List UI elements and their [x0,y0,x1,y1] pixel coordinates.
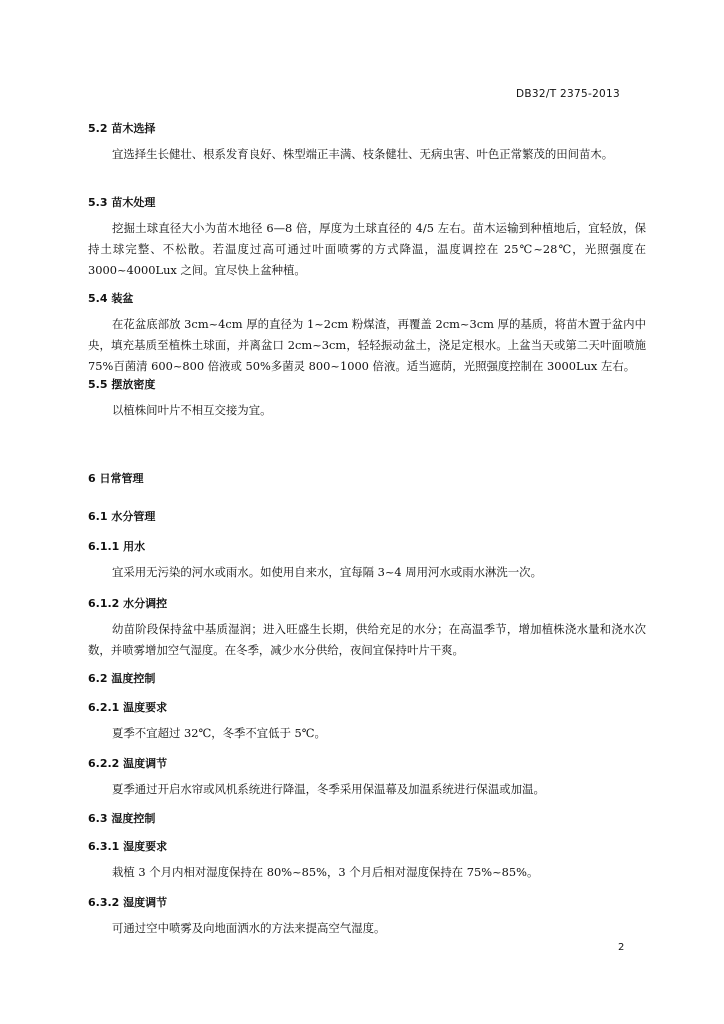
heading-5-4: 5.4 装盆 [88,292,134,305]
heading-6-2-2: 6.2.2 温度调节 [88,757,168,770]
heading-5-5: 5.5 摆放密度 [88,378,156,391]
page-number: 2 [618,942,625,953]
para-6-1-1: 宜采用无污染的河水或雨水。如使用自来水，宜每隔 3~4 周用河水或雨水淋洗一次。 [112,565,542,579]
heading-6-1-2: 6.1.2 水分调控 [88,597,168,610]
para-6-2-1: 夏季不宜超过 32℃，冬季不宜低于 5℃。 [112,726,326,740]
heading-6-3-1: 6.3.1 湿度要求 [88,840,168,853]
heading-6-2: 6.2 温度控制 [88,672,156,685]
heading-6-3: 6.3 湿度控制 [88,812,156,825]
standard-code: DB32/T 2375-2013 [516,88,620,100]
para-6-3-1: 栽植 3 个月内相对湿度保持在 80%~85%，3 个月后相对湿度保持在 75%~85%。 [112,865,539,879]
para-5-5: 以植株间叶片不相互交接为宜。 [112,403,272,417]
para-6-2-2: 夏季通过开启水帘或风机系统进行降温，冬季采用保温幕及加温系统进行保温或加温。 [112,782,545,796]
heading-6-1-1: 6.1.1 用水 [88,540,146,553]
heading-5-3: 5.3 苗木处理 [88,196,156,209]
para-5-4: 在花盆底部放 3cm~4cm 厚的直径为 1~2cm 粉煤渣，再覆盖 2cm~3cm 厚的基质，将苗木置于盆内中央，填充基质至植株土球面，并离盆口 2cm~3cm，轻轻振动盆土，浇足定根水。上盆当天或第二天叶面喷施 75%百菌清 600~800 倍液或 50%多菌灵 800~1000 倍液。适当遮荫，光照强度控制在 3000Lux 左右。 [88,317,646,373]
para-5-2: 宜选择生长健壮、根系发育良好、株型端正丰满、枝条健壮、无病虫害、叶色正常繁茂的田间苗木。 [112,147,614,161]
para-6-3-2: 可通过空中喷雾及向地面洒水的方法来提高空气湿度。 [112,921,386,935]
heading-6-3-2: 6.3.2 湿度调节 [88,896,168,909]
heading-5-2: 5.2 苗木选择 [88,122,156,135]
heading-6-2-1: 6.2.1 温度要求 [88,701,168,714]
para-5-3: 挖掘土球直径大小为苗木地径 6—8 倍，厚度为土球直径的 4/5 左右。苗木运输到种植地后，宜轻放，保持土球完整、不松散。若温度过高可通过叶面喷雾的方式降温，温度调控在 25℃~28℃，光照强度在 3000~4000Lux 之间。宜尽快上盆种植。 [88,221,646,277]
heading-6: 6 日常管理 [88,472,144,485]
heading-6-1: 6.1 水分管理 [88,510,156,523]
para-6-1-2: 幼苗阶段保持盆中基质湿润；进入旺盛生长期，供给充足的水分；在高温季节，增加植株浇水量和浇水次数，并喷雾增加空气湿度。在冬季，减少水分供给，夜间宜保持叶片干爽。 [88,622,646,657]
